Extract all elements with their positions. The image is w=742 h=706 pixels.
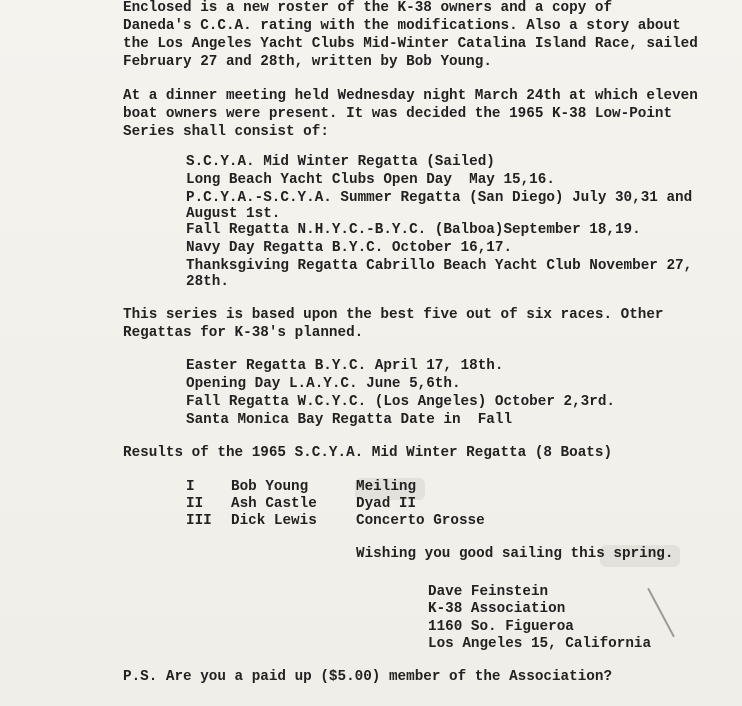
series-item: Fall Regatta N.H.Y.C.-B.Y.C. (Balboa)September 18,19. (186, 222, 641, 238)
results-heading: Results of the 1965 S.C.Y.A. Mid Winter Regatta (8 Boats) (123, 445, 613, 461)
result-place: II (186, 496, 204, 512)
result-boat: Dyad II (356, 496, 417, 512)
closing-line: Wishing you good sailing this spring. (356, 546, 674, 562)
result-skipper: Bob Young (231, 479, 309, 495)
series-note-line: This series is based upon the best five out of six races. Other (123, 307, 664, 323)
postscript: P.S. Are you a paid up ($5.00) member of the Association? (123, 669, 613, 685)
result-skipper: Dick Lewis (231, 513, 317, 529)
meeting-line: Series shall consist of: (123, 124, 329, 140)
signature-line: 1160 So. Figueroa (428, 619, 574, 635)
result-boat: Concerto Grosse (356, 513, 485, 529)
series-note-line: Regattas for K-38's planned. (123, 325, 364, 341)
result-skipper: Ash Castle (231, 496, 317, 512)
result-place: I (186, 479, 195, 495)
intro-line: Enclosed is a new roster of the K-38 owners and a copy of (123, 0, 613, 16)
intro-line: February 27 and 28th, written by Bob Young. (123, 54, 492, 70)
result-boat: Meiling (356, 479, 417, 495)
series-item: August 1st. (186, 206, 281, 222)
other-regatta-item: Easter Regatta B.Y.C. April 17, 18th. (186, 358, 504, 374)
signature-line: Dave Feinstein (428, 584, 549, 600)
other-regatta-item: Fall Regatta W.C.Y.C. (Los Angeles) October 2,3rd. (186, 394, 615, 410)
intro-line: Daneda's C.C.A. rating with the modifications. Also a story about (123, 18, 681, 34)
series-item: 28th. (186, 274, 229, 290)
series-item: Thanksgiving Regatta Cabrillo Beach Yacht Club November 27, (186, 258, 693, 274)
series-item: P.C.Y.A.-S.C.Y.A. Summer Regatta (San Diego) July 30,31 and (186, 190, 693, 206)
intro-line: the Los Angeles Yacht Clubs Mid-Winter Catalina Island Race, sailed (123, 36, 698, 52)
series-item: Navy Day Regatta B.Y.C. October 16,17. (186, 240, 513, 256)
other-regatta-item: Santa Monica Bay Regatta Date in Fall (186, 412, 513, 428)
other-regatta-item: Opening Day L.A.Y.C. June 5,6th. (186, 376, 461, 392)
series-item: S.C.Y.A. Mid Winter Regatta (Sailed) (186, 154, 495, 170)
result-place: III (186, 513, 212, 529)
signature-line: Los Angeles 15, California (428, 636, 652, 652)
series-item: Long Beach Yacht Clubs Open Day May 15,16. (186, 172, 555, 188)
meeting-line: At a dinner meeting held Wednesday night March 24th at which eleven (123, 88, 698, 104)
signature-line: K-38 Association (428, 601, 566, 617)
meeting-line: boat owners were present. It was decided the 1965 K-38 Low-Point (123, 106, 673, 122)
pen-mark (647, 588, 675, 638)
